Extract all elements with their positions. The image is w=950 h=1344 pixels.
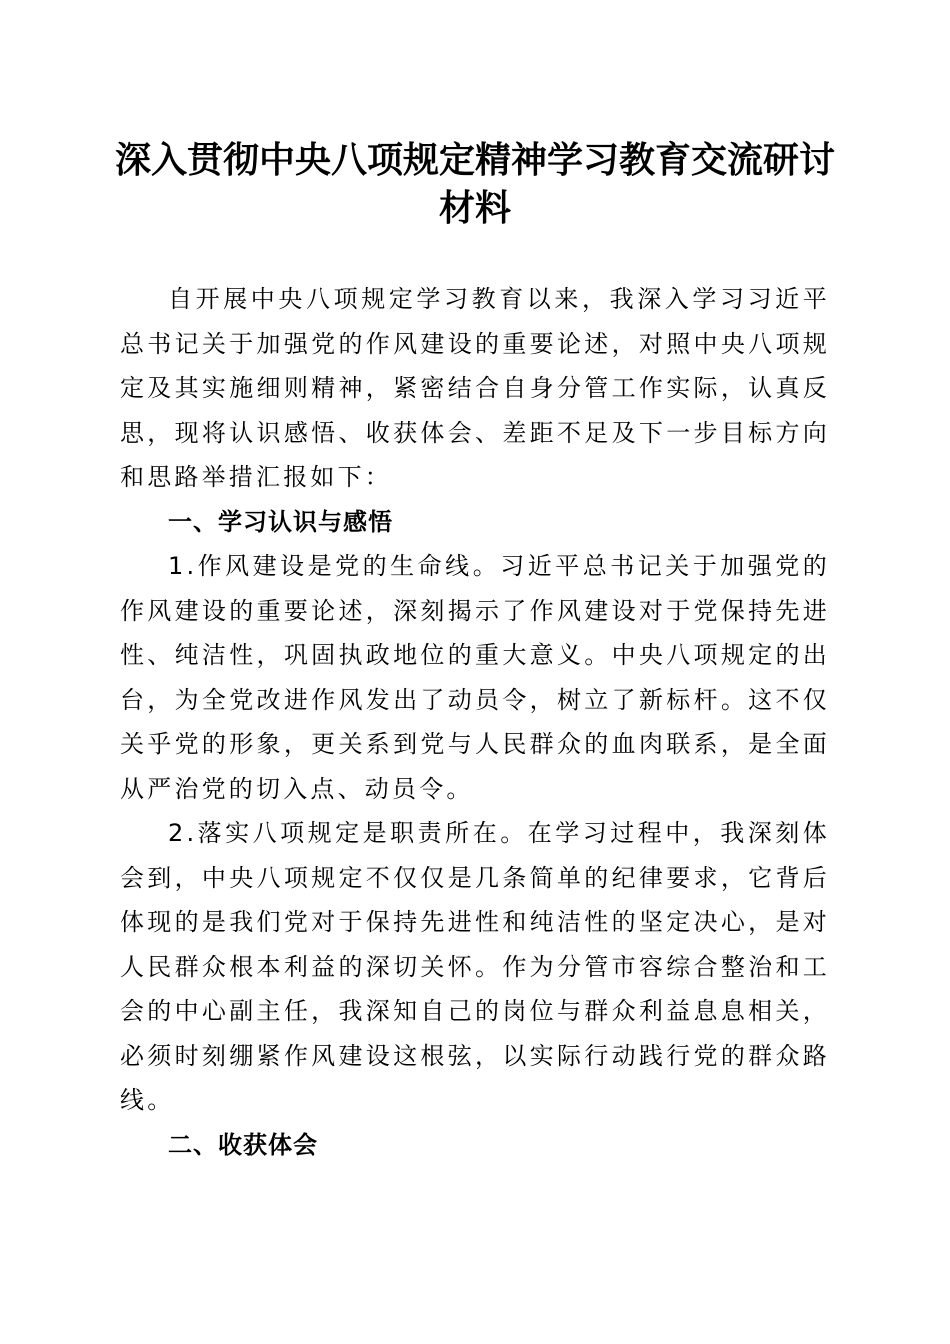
section-heading-2: 二、收获体会 [168,1130,318,1159]
section1-paragraph-2: 2.落实八项规定是职责所在。在学习过程中，我深刻体会到，中央八项规定不仅仅是几条简单的纪律要求，它背后体现的是我们党对于保持先进性和纯洁性的坚定决心，是对人民群众根本利益的深切关怀。作为分管市容综合整治和工会的中心副主任，我深知自己的岗位与群众利益息息相关，必须时刻绷紧作风建设这根弦，以实际行动践行党的群众路线。 [120,819,830,1114]
document-title-line-1: 深入贯彻中央八项规定精神学习教育交流研讨 [114,139,835,181]
document-body [120,277,830,1167]
intro-paragraph: 自开展中央八项规定学习教育以来，我深入学习习近平总书记关于加强党的作风建设的重要论述，对照中央八项规定及其实施细则精神，紧密结合自身分管工作实际，认真反思，现将认识感悟、收获体会、差距不足及下一步目标方向和思路举措汇报如下： [120,285,830,491]
document-title-line-2: 材料 [438,187,511,229]
section1-paragraph-1: 1.作风建设是党的生命线。习近平总书记关于加强党的作风建设的重要论述，深刻揭示了作风建设对于党保持先进性、纯洁性，巩固执政地位的重大意义。中央八项规定的出台，为全党改进作风发出了动员令，树立了新标杆。这不仅关乎党的形象，更关系到党与人民群众的血肉联系，是全面从严治党的切入点、动员令。 [120,552,830,803]
section-heading-1: 一、学习认识与感悟 [168,507,393,536]
